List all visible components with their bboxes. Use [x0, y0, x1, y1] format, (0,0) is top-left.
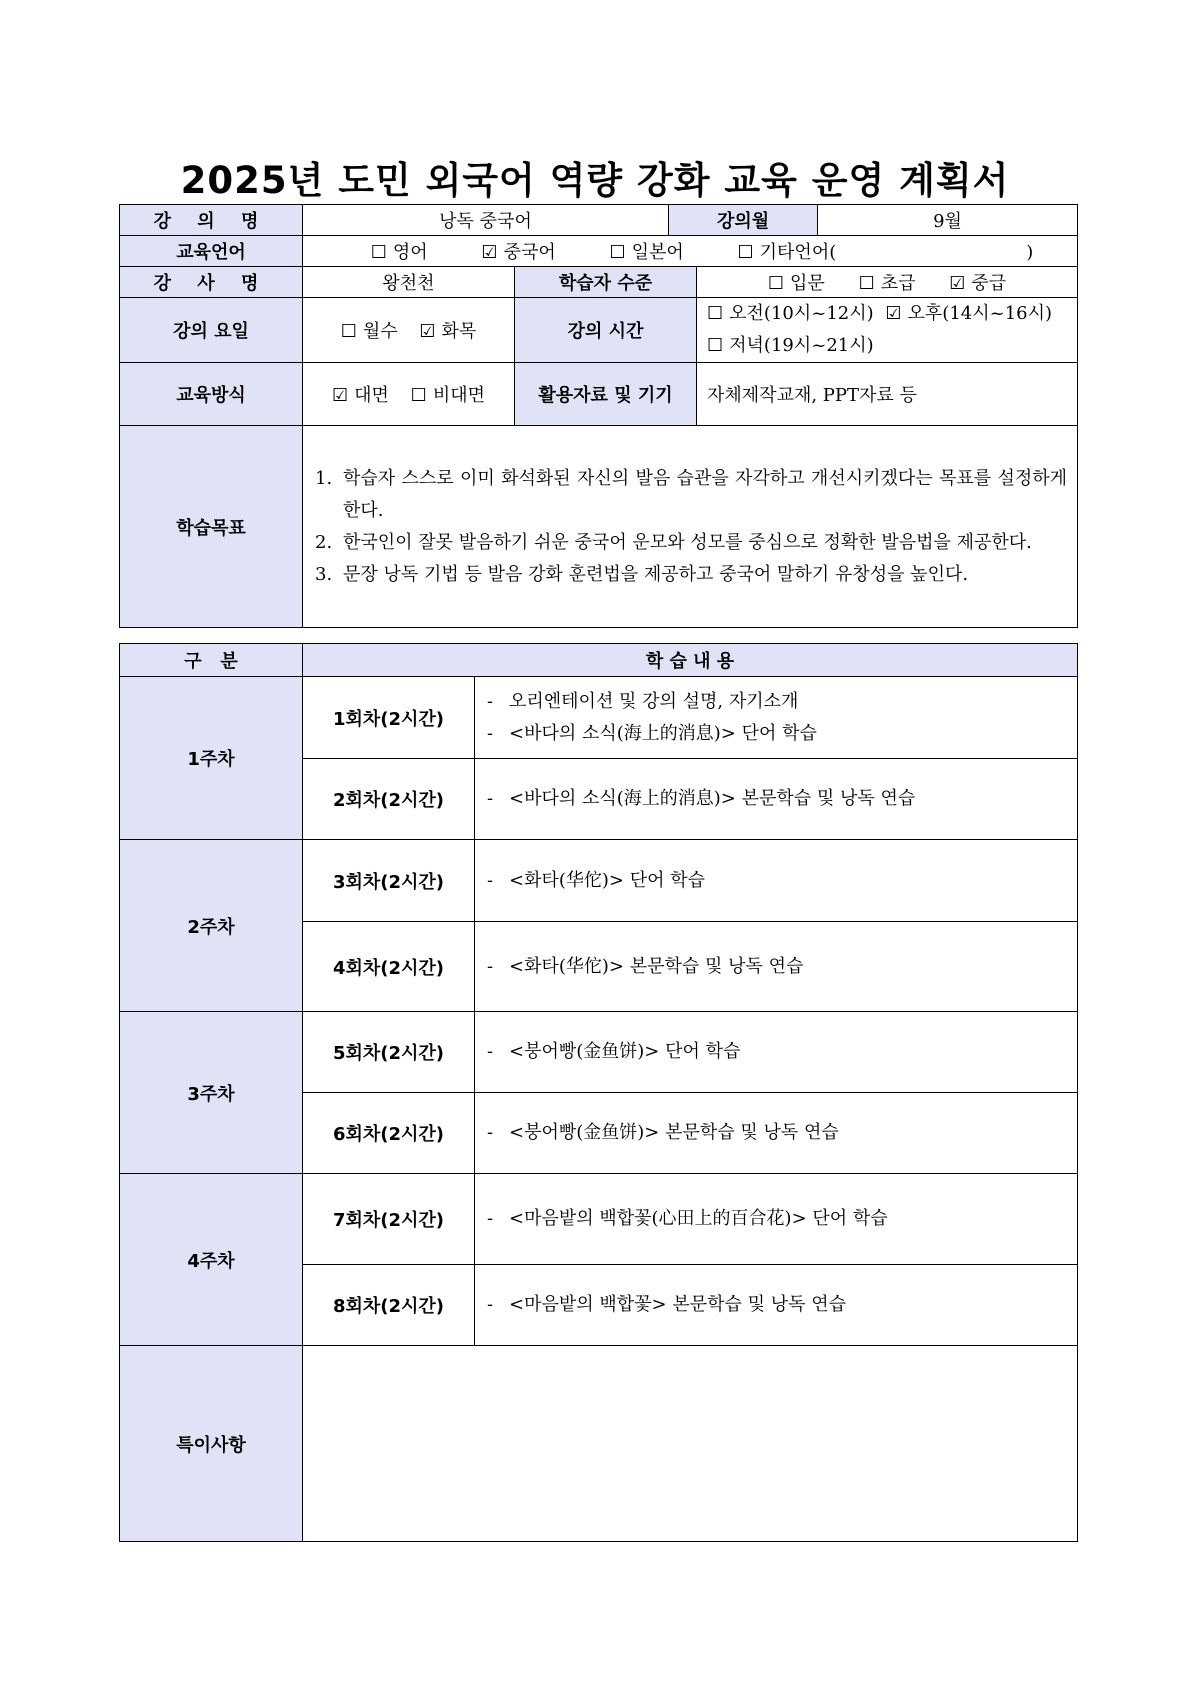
time-option-morning[interactable] — [707, 303, 874, 324]
day-options — [303, 298, 515, 363]
week-label: 3주차 — [120, 1012, 303, 1174]
dash: - — [487, 869, 494, 891]
content-line — [487, 1289, 1077, 1321]
time-option-evening[interactable] — [707, 335, 874, 356]
language-option-chinese[interactable] — [481, 238, 555, 264]
goal-number: 3. — [315, 563, 333, 585]
dash: - — [487, 1122, 494, 1143]
level-label: 학습자 수준 — [515, 267, 697, 298]
session-content — [475, 677, 1078, 759]
checkbox-checked-icon[interactable]: ☑ — [481, 242, 498, 263]
checkbox-icon[interactable]: ☐ — [410, 385, 427, 406]
session-content — [475, 840, 1078, 922]
session-label: 2회차(2시간) — [303, 759, 475, 840]
checkbox-icon[interactable]: ☐ — [370, 242, 387, 263]
day-option-mon-wed[interactable] — [341, 317, 398, 343]
document-title: 2025년 도민 외국어 역량 강화 교육 운영 계획서 — [180, 159, 1010, 202]
method-option-in-person[interactable] — [332, 381, 389, 407]
content-text: <화타(华佗)> 단어 학습 — [509, 869, 705, 891]
session-label: 1회차(2시간) — [303, 677, 475, 759]
method-label: 교육방식 — [120, 363, 303, 426]
level-option-beginner[interactable] — [768, 269, 825, 295]
course-name-value: 낭독 중국어 — [303, 205, 669, 236]
checkbox-checked-icon[interactable]: ☑ — [949, 273, 966, 294]
checkbox-icon[interactable]: ☐ — [858, 273, 875, 294]
division-header: 구 분 — [120, 644, 303, 677]
time-option-afternoon[interactable] — [885, 303, 1052, 324]
session-content — [475, 759, 1078, 840]
content-text: <바다의 소식(海上的消息)> 단어 학습 — [509, 722, 817, 744]
info-table — [119, 204, 1078, 628]
content-text: <마음밭의 백합꽃> 본문학습 및 낭독 연습 — [509, 1294, 846, 1315]
goal-text: 문장 낭독 기법 등 발음 강화 훈련법을 제공하고 중국어 말하기 유창성을 높인다. — [343, 563, 969, 585]
content-line — [487, 1036, 1077, 1068]
goal-number: 1. — [315, 467, 333, 489]
option-label: 비대면 — [432, 385, 485, 406]
paren-close: ) — [1026, 242, 1034, 263]
dash: - — [487, 788, 494, 809]
session-label: 7회차(2시간) — [303, 1174, 475, 1265]
option-label: 초급 — [880, 273, 916, 294]
goals-label: 학습목표 — [120, 426, 303, 628]
option-label: 영어 — [392, 242, 428, 263]
option-label: 오후(14시~16시) — [907, 303, 1053, 324]
language-option-other[interactable] — [738, 238, 1034, 264]
content-text: <붕어빵(金鱼饼)> 본문학습 및 낭독 연습 — [509, 1122, 839, 1143]
language-label: 교육언어 — [120, 236, 303, 267]
schedule-table — [119, 643, 1078, 1542]
content-header: 학 습 내 용 — [303, 644, 1078, 677]
option-label: 입문 — [790, 273, 825, 294]
week-label: 2주차 — [120, 840, 303, 1012]
session-content — [475, 1174, 1078, 1265]
content-line — [487, 951, 1077, 983]
language-options — [303, 236, 1078, 267]
goal-text: 한국인이 잘못 발음하기 쉬운 중국어 운모와 성모를 중심으로 정확한 발음법을 제공한다. — [343, 531, 1032, 553]
goal-number: 2. — [315, 531, 333, 553]
goal-item — [315, 463, 1067, 527]
session-content — [475, 1012, 1078, 1093]
month-value: 9월 — [818, 205, 1078, 236]
content-line — [487, 783, 1077, 815]
content-text: <마음밭의 백합꽃(心田上的百合花)> 단어 학습 — [509, 1208, 888, 1229]
checkbox-icon[interactable]: ☐ — [767, 273, 785, 294]
course-name-label: 강 의 명 — [120, 205, 303, 236]
option-label: 일본어 — [631, 242, 684, 263]
content-line — [487, 865, 1077, 897]
instructor-label: 강 사 명 — [120, 267, 303, 298]
dash: - — [487, 955, 494, 977]
option-label: 저녁(19시~21시) — [729, 335, 874, 356]
goals-cell — [303, 426, 1078, 628]
session-label: 4회차(2시간) — [303, 922, 475, 1012]
dash: - — [487, 690, 494, 712]
checkbox-checked-icon[interactable]: ☑ — [419, 321, 436, 342]
content-line — [487, 1117, 1077, 1149]
method-options — [303, 363, 515, 426]
session-label: 3회차(2시간) — [303, 840, 475, 922]
option-label: 대면 — [354, 385, 389, 406]
goal-text: 학습자 스스로 이미 화석화된 자신의 발음 습관을 자각하고 개선시키겠다는 목표를 설정하게 한다. — [343, 467, 1068, 521]
checkbox-checked-icon[interactable]: ☑ — [885, 303, 902, 324]
option-label: 오전(10시~12시) — [729, 303, 874, 324]
option-label: 기타언어( — [759, 242, 837, 263]
language-option-english[interactable] — [371, 238, 428, 264]
dash: - — [487, 722, 494, 744]
checkbox-icon[interactable]: ☐ — [340, 321, 357, 342]
checkbox-icon[interactable]: ☐ — [737, 242, 754, 263]
checkbox-icon[interactable]: ☐ — [609, 242, 626, 263]
content-text: <바다의 소식(海上的消息)> 본문학습 및 낭독 연습 — [509, 788, 916, 809]
content-text: 오리엔테이션 및 강의 설명, 자기소개 — [509, 690, 799, 712]
dash: - — [487, 1041, 494, 1062]
week-label: 4주차 — [120, 1174, 303, 1346]
level-option-elementary[interactable] — [859, 269, 916, 295]
materials-value: 자체제작교재, PPT자료 등 — [697, 363, 1078, 426]
time-label: 강의 시간 — [515, 298, 697, 363]
option-label: 중급 — [971, 273, 1007, 294]
level-options — [697, 267, 1078, 298]
session-content — [475, 1093, 1078, 1174]
time-options — [697, 298, 1078, 363]
session-content — [475, 922, 1078, 1012]
language-option-japanese[interactable] — [609, 238, 683, 264]
session-label: 5회차(2시간) — [303, 1012, 475, 1093]
notes-cell[interactable] — [303, 1346, 1078, 1542]
materials-label: 활용자료 및 기기 — [515, 363, 697, 426]
day-label: 강의 요일 — [120, 298, 303, 363]
instructor-value: 왕천천 — [303, 267, 515, 298]
session-content — [475, 1265, 1078, 1346]
option-label: 중국어 — [503, 242, 556, 263]
content-line — [487, 1203, 1077, 1235]
dash: - — [487, 1208, 494, 1229]
option-label: 화목 — [441, 321, 477, 342]
goal-item — [315, 527, 1067, 559]
content-line — [487, 686, 1077, 718]
content-text: <화타(华佗)> 본문학습 및 낭독 연습 — [509, 955, 804, 977]
week-label: 1주차 — [120, 677, 303, 840]
day-option-tue-thu[interactable] — [419, 317, 476, 343]
level-option-intermediate[interactable] — [949, 269, 1006, 295]
month-label: 강의월 — [669, 205, 818, 236]
goal-item — [315, 559, 1067, 591]
session-label: 6회차(2시간) — [303, 1093, 475, 1174]
checkbox-icon[interactable]: ☐ — [707, 335, 724, 356]
method-option-online[interactable] — [411, 381, 485, 407]
dash: - — [487, 1294, 494, 1315]
content-line — [487, 718, 1077, 750]
content-text: <붕어빵(金鱼饼)> 단어 학습 — [509, 1041, 741, 1062]
notes-label: 특이사항 — [120, 1346, 303, 1542]
option-label: 월수 — [362, 321, 398, 342]
session-label: 8회차(2시간) — [303, 1265, 475, 1346]
checkbox-checked-icon[interactable]: ☑ — [332, 385, 349, 406]
checkbox-icon[interactable]: ☐ — [707, 303, 724, 324]
goals-list — [303, 449, 1077, 605]
